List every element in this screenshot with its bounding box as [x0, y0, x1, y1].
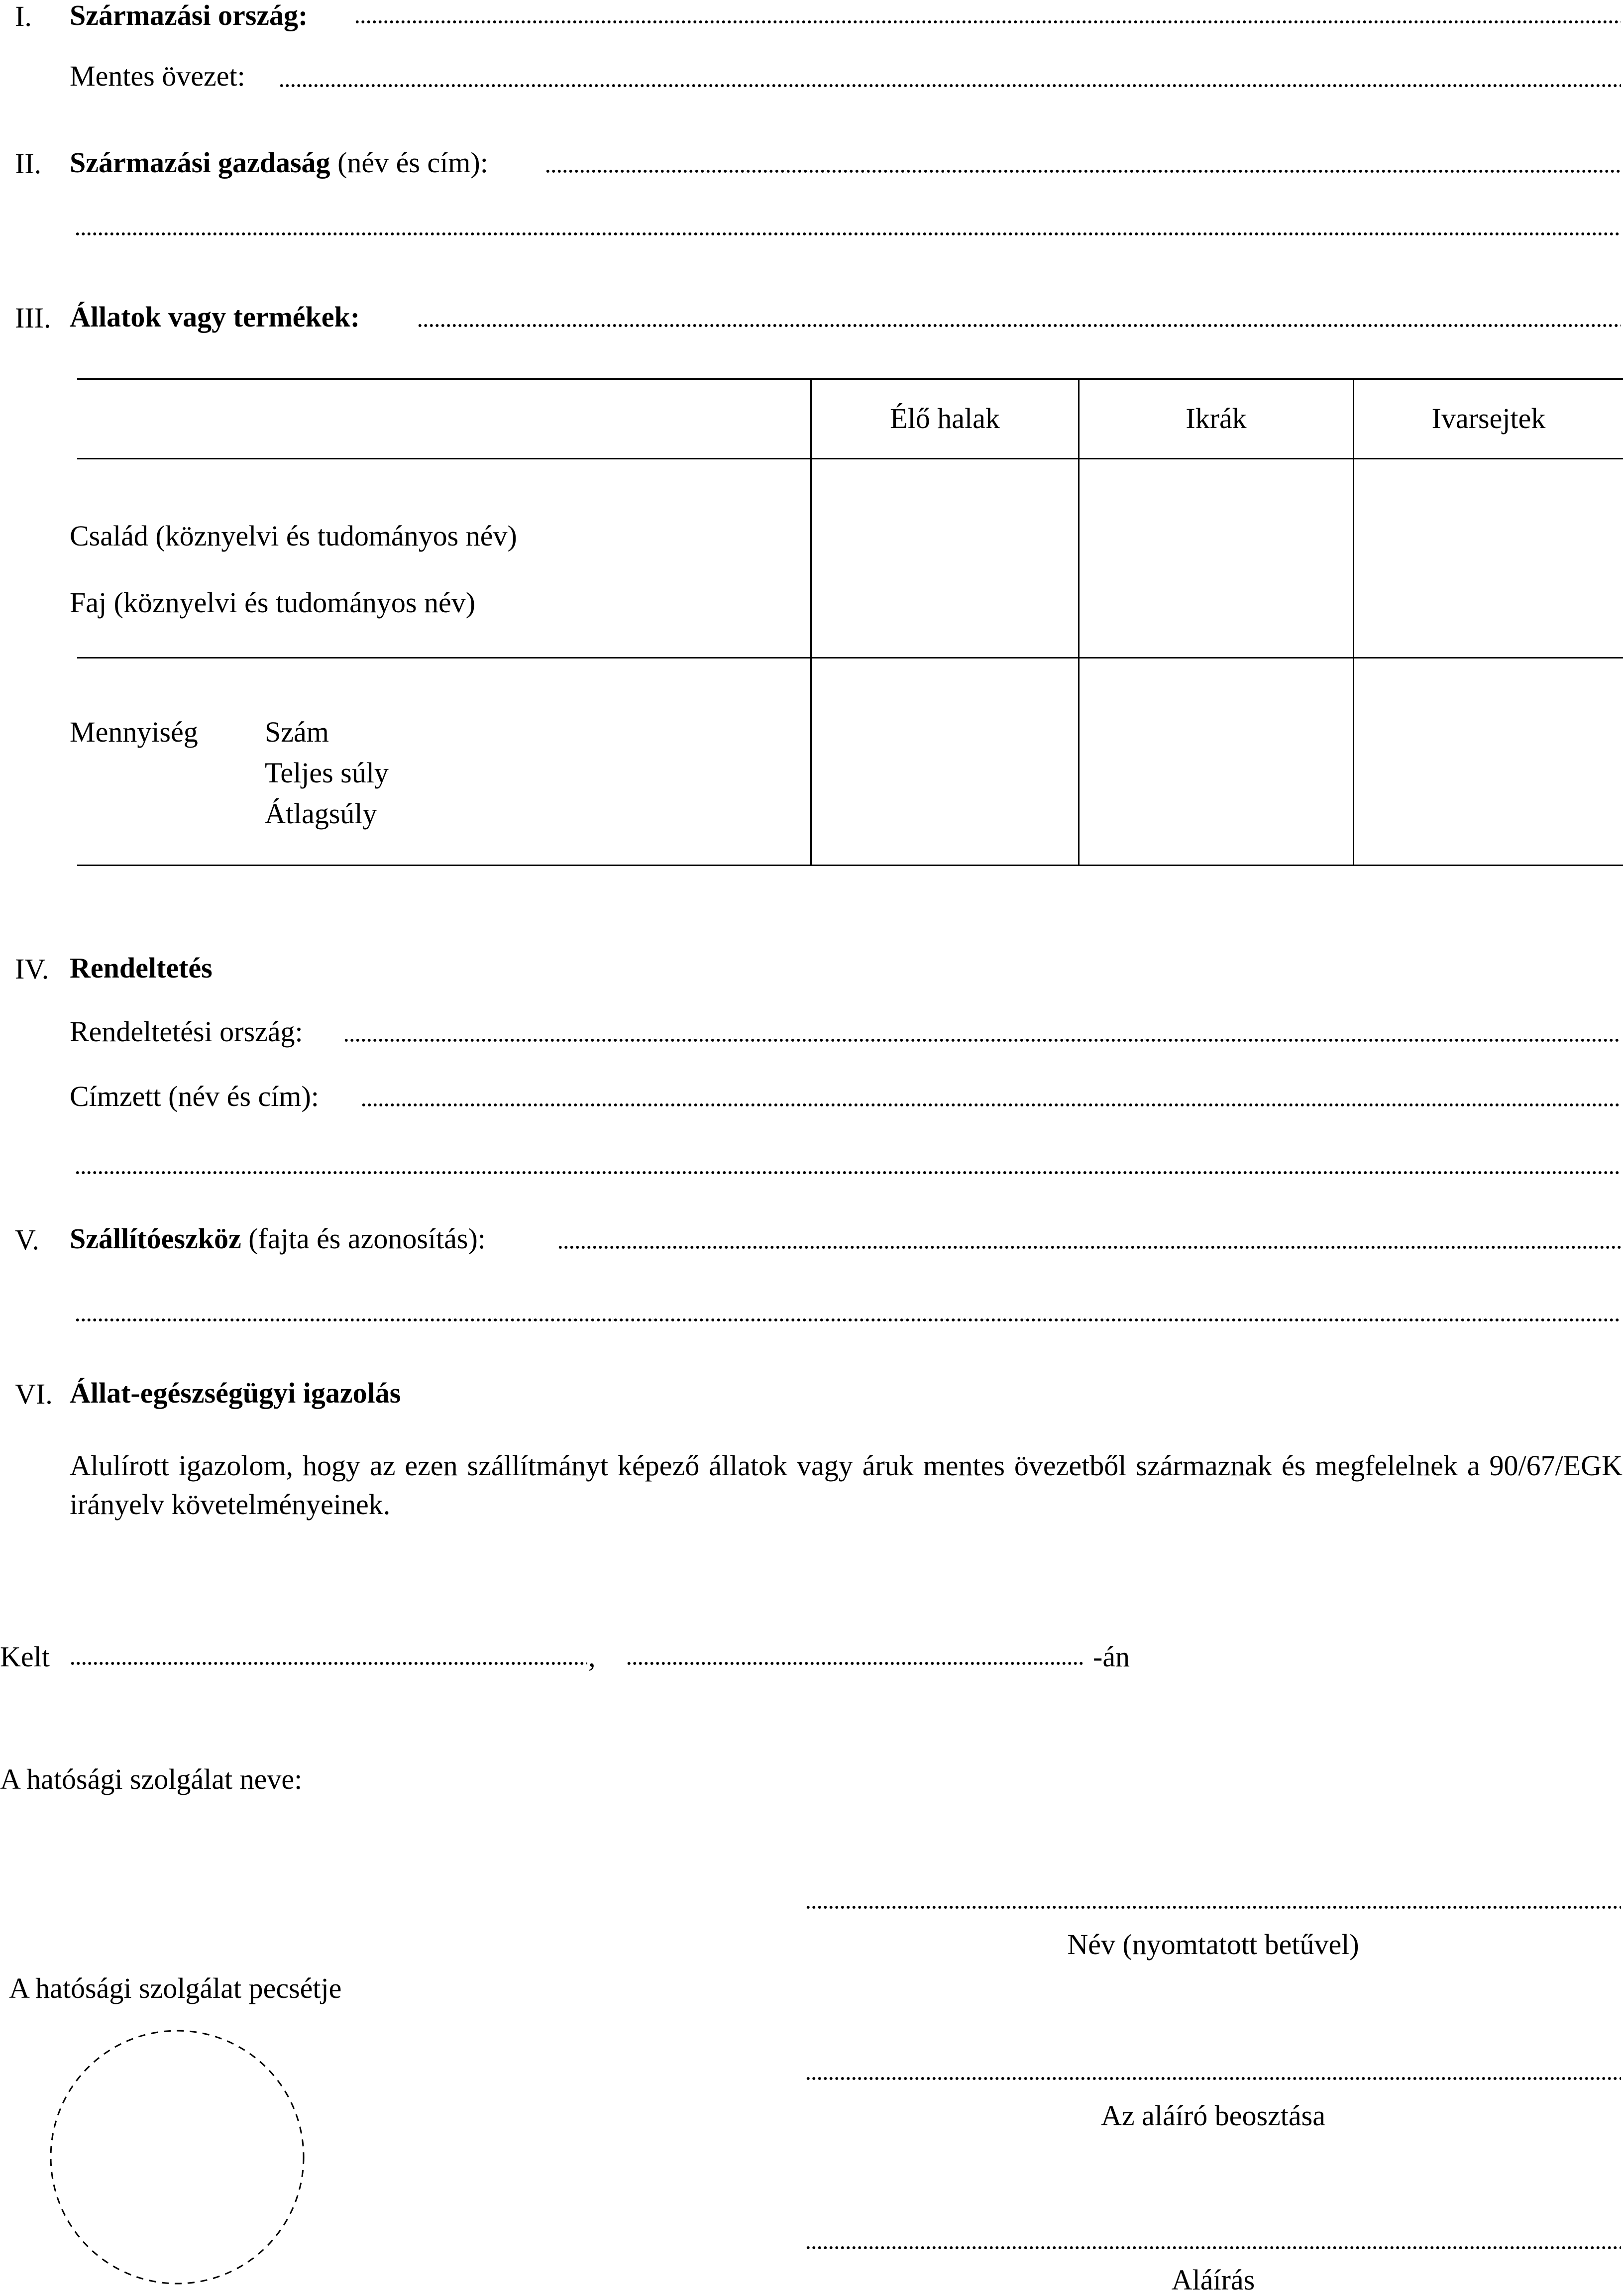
- kelt-place-field[interactable]: [70, 1661, 587, 1665]
- origin-farm-label: Származási gazdaság: [70, 146, 330, 179]
- free-zone-label: Mentes övezet:: [70, 60, 245, 92]
- free-zone-field[interactable]: [279, 84, 1621, 88]
- destination-country-label: Rendeltetési ország:: [70, 1015, 303, 1048]
- animals-products-label: Állatok vagy termékek:: [70, 301, 360, 333]
- origin-country-label: Származási ország:: [70, 0, 308, 31]
- section-number-4: IV.: [15, 953, 49, 985]
- transport-label: Szállítóeszköz: [70, 1222, 241, 1255]
- table-border-top: [77, 378, 1623, 380]
- origin-country-field[interactable]: [354, 20, 1621, 24]
- section-number-2: II.: [15, 147, 42, 180]
- table-quantity-average-weight: Átlagsúly: [265, 797, 377, 830]
- table-header-gametes: Ivarsejtek: [1431, 402, 1546, 435]
- transport-suffix: (fajta és azonosítás):: [248, 1222, 486, 1255]
- authority-name-label: A hatósági szolgálat neve:: [0, 1763, 303, 1795]
- table-header-eggs: Ikrák: [1186, 402, 1247, 435]
- kelt-an-suffix: -án: [1093, 1640, 1130, 1673]
- signature-caption: Aláírás: [1171, 2264, 1255, 2296]
- table-border-bottom: [77, 865, 1623, 866]
- origin-farm-suffix: (név és cím):: [337, 146, 488, 179]
- table-col-divider-2: [1078, 378, 1080, 866]
- table-border-row: [77, 657, 1623, 658]
- signature-position-field[interactable]: [805, 2077, 1621, 2080]
- table-col-divider-3: [1353, 378, 1354, 866]
- signature-field[interactable]: [805, 2246, 1621, 2250]
- stamp-circle: [48, 2028, 307, 2287]
- health-certificate-text: Alulírott igazolom, hogy az ezen szállítmányt képező állatok vagy áruk mentes övezetből származnak és megfelelnek a 90/67/EGK irányelv követelményeinek.: [70, 1449, 1623, 1521]
- table-border-header: [77, 458, 1623, 459]
- stamp-label: A hatósági szolgálat pecsétje: [9, 1972, 342, 2004]
- destination-country-field[interactable]: [343, 1038, 1621, 1042]
- table-quantity-label: Mennyiség: [70, 716, 198, 748]
- transport-heading: [70, 1224, 486, 1253]
- animals-products-field[interactable]: [417, 324, 1621, 328]
- table-quantity-number: Szám: [265, 716, 329, 748]
- section-number-6: VI.: [15, 1378, 53, 1410]
- table-quantity-total-weight: Teljes súly: [265, 757, 389, 789]
- consignee-label: Címzett (név és cím):: [70, 1080, 319, 1112]
- table-col-divider-1: [810, 378, 812, 866]
- health-certificate-label: Állat-egészségügyi igazolás: [70, 1377, 401, 1409]
- signature-name-caption: Név (nyomtatott betűvel): [1067, 1928, 1359, 1961]
- section-number-3: III.: [15, 302, 51, 334]
- transport-field-line2[interactable]: [75, 1318, 1621, 1322]
- kelt-label: Kelt: [0, 1640, 50, 1673]
- table-family-label: Család (köznyelvi és tudományos név): [70, 520, 517, 552]
- section-number-1: I.: [15, 0, 32, 32]
- section-number-5: V.: [15, 1223, 39, 1256]
- consignee-field[interactable]: [361, 1103, 1621, 1107]
- table-species-label: Faj (köznyelvi és tudományos név): [70, 586, 476, 619]
- origin-farm-field-line2[interactable]: [75, 232, 1621, 236]
- consignee-field-line2[interactable]: [75, 1171, 1621, 1175]
- kelt-date-field[interactable]: [626, 1661, 1084, 1665]
- kelt-comma: ,: [588, 1640, 596, 1673]
- destination-label: Rendeltetés: [70, 952, 213, 984]
- signature-position-caption: Az aláíró beosztása: [1101, 2099, 1325, 2132]
- transport-field[interactable]: [557, 1245, 1621, 1249]
- signature-name-field[interactable]: [805, 1905, 1621, 1909]
- table-header-live-fish: Élő halak: [890, 402, 1000, 435]
- origin-farm-heading: [70, 148, 488, 177]
- origin-farm-field[interactable]: [545, 169, 1621, 173]
